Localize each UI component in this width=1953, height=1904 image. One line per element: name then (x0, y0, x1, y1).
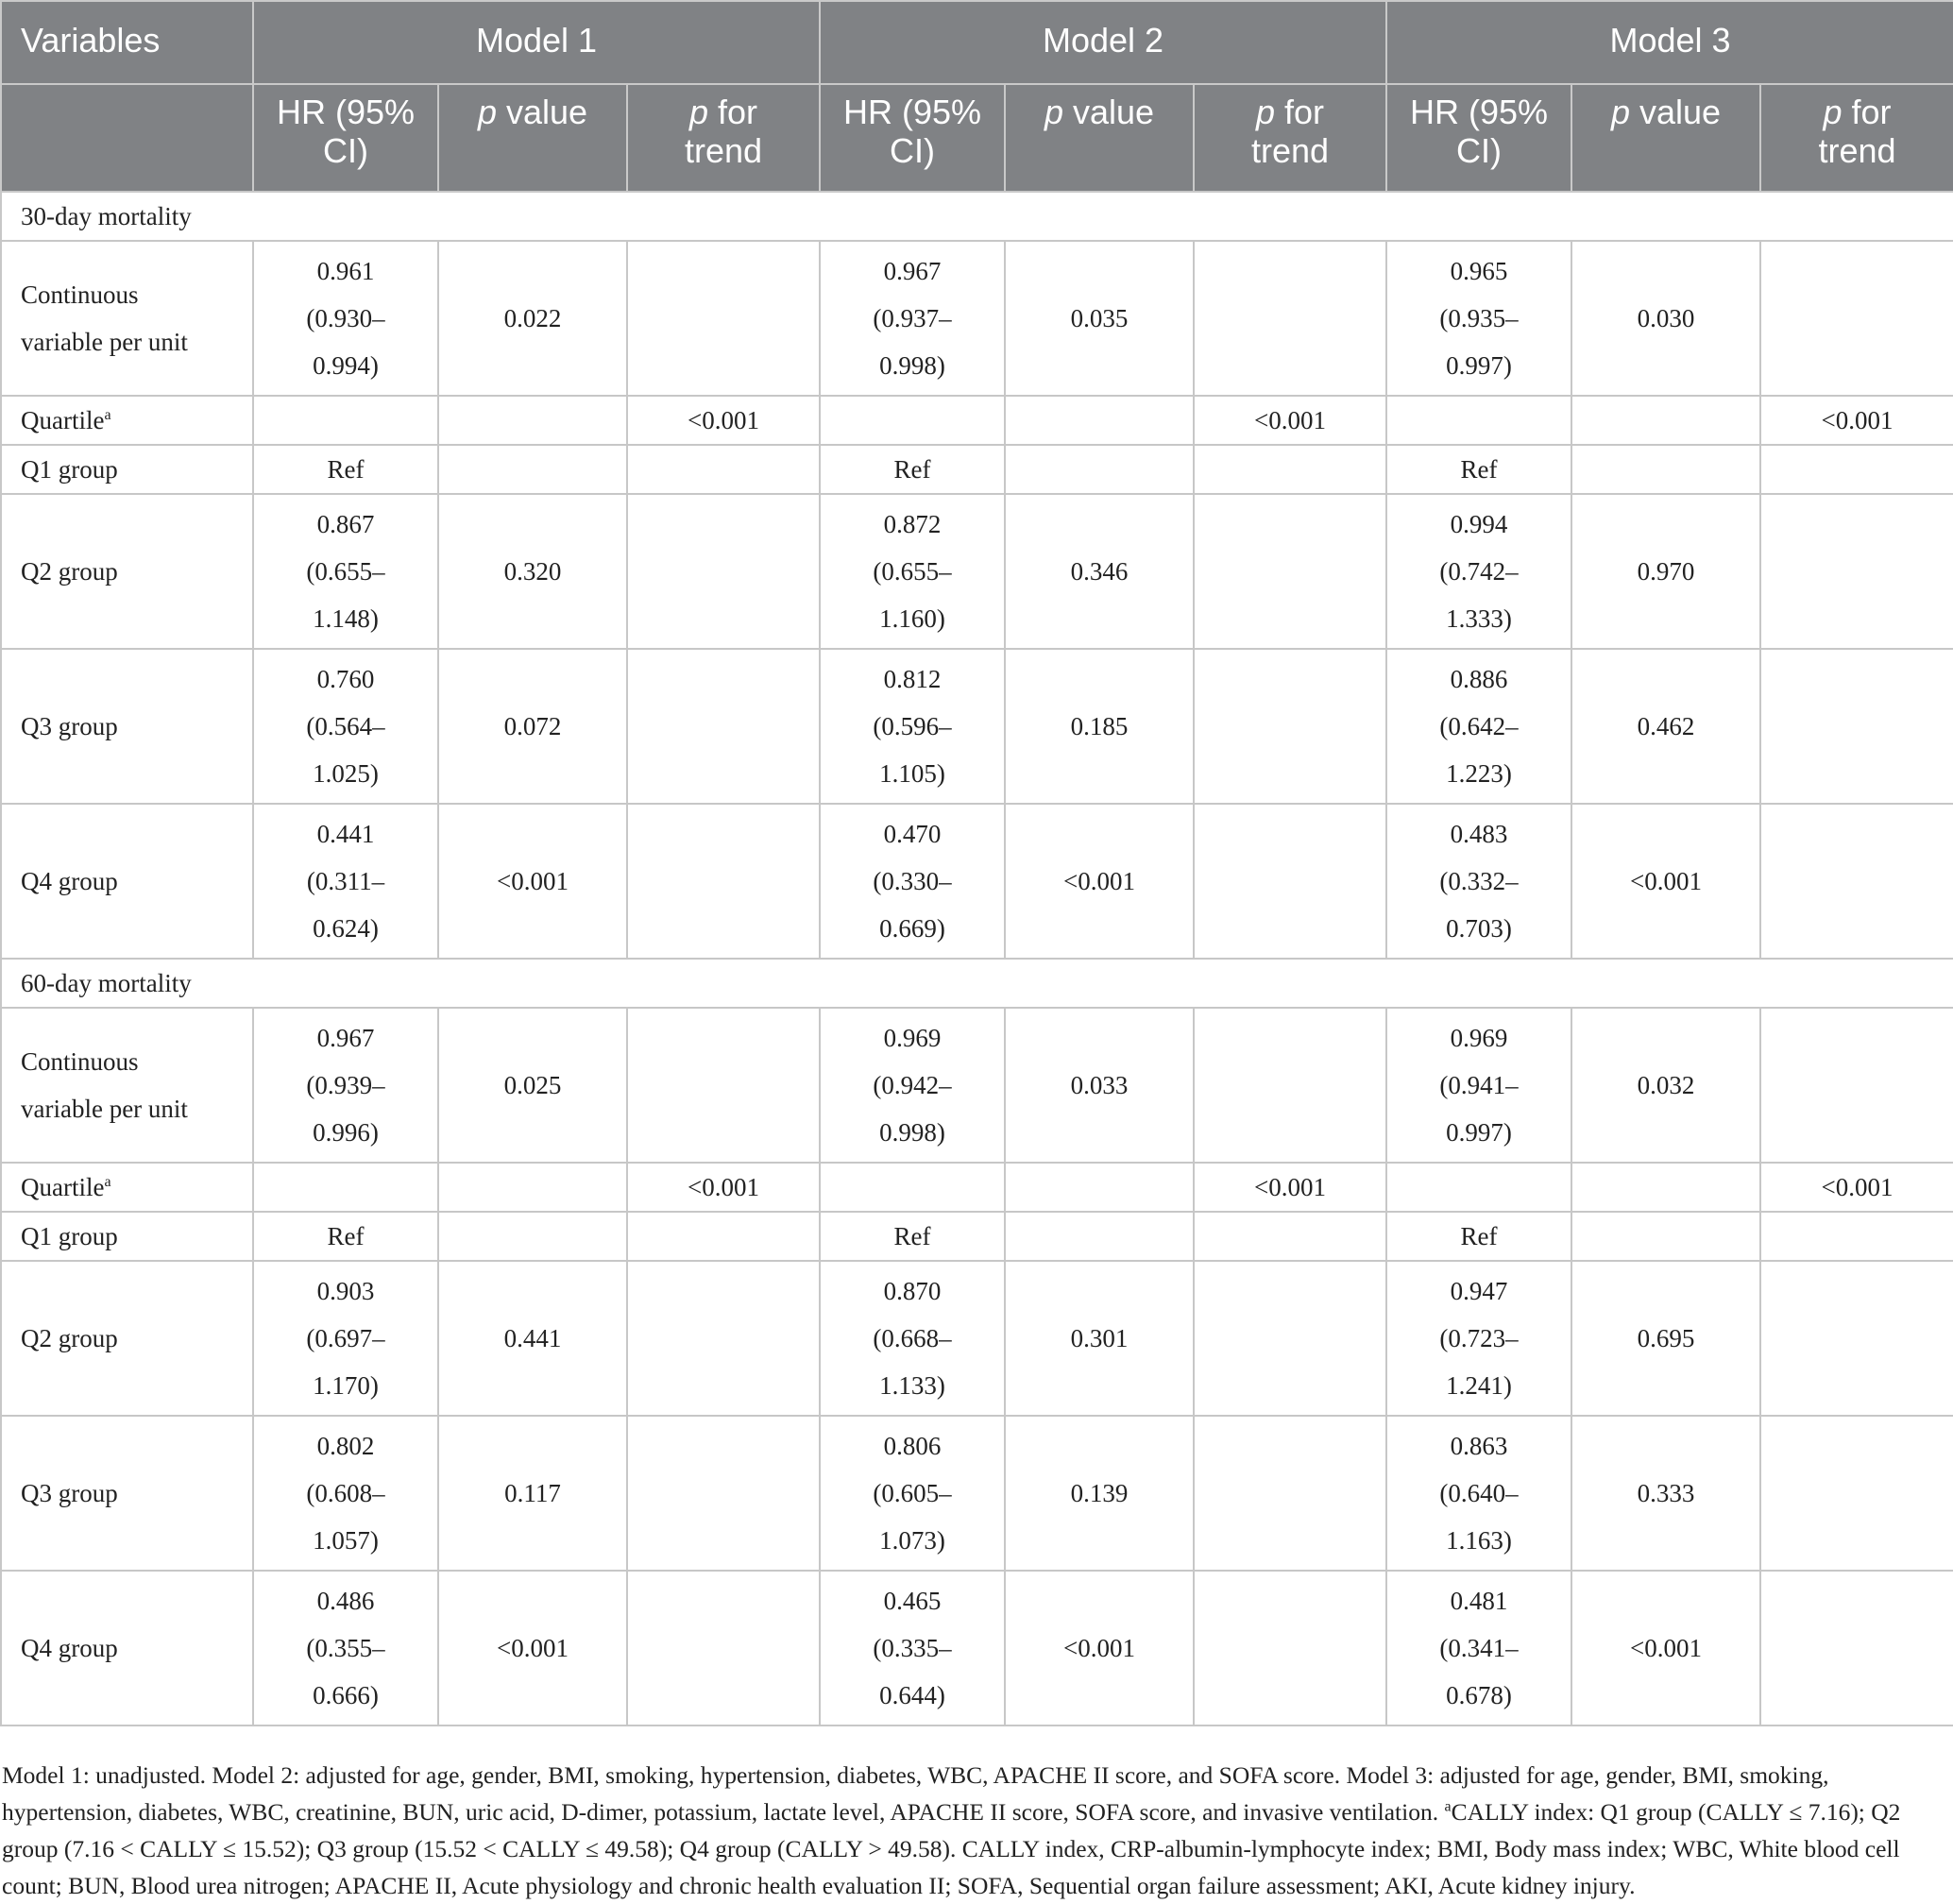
hr-ci-line: Ref (1460, 1222, 1498, 1250)
hr-ci-line: (0.941– (1439, 1071, 1519, 1099)
p-value-cell: <0.001 (438, 1571, 627, 1726)
p-trend-cell (627, 445, 820, 494)
hr-ci-line: (0.355– (306, 1634, 385, 1662)
table-row (1, 1008, 1953, 1163)
hr-ci-line: 0.969 (1450, 1024, 1508, 1052)
p-value-cell: 0.072 (438, 649, 627, 804)
hr-ci-line: (0.942– (873, 1071, 952, 1099)
p-trend-cell (1760, 445, 1953, 494)
hr-ci-cell (253, 1163, 438, 1212)
row-label-line: Q3 group (21, 1479, 118, 1507)
p-value-cell (1005, 1212, 1194, 1261)
p-trend-cell (1760, 804, 1953, 959)
hr-ci-line: 0.483 (1450, 820, 1508, 848)
p-trend-cell (627, 649, 820, 804)
hr-ci-line: 0.678) (1446, 1681, 1512, 1709)
subheader-trend-p-italic: p (1823, 93, 1843, 131)
hr-ci-cell (253, 1212, 438, 1261)
p-value-cell (1571, 1163, 1760, 1212)
p-trend-cell (1760, 649, 1953, 804)
hr-ci-line: 0.669) (879, 914, 945, 943)
hr-ci-line: (0.742– (1439, 557, 1519, 586)
row-label (1, 1261, 253, 1416)
hr-ci-line: (0.655– (873, 557, 952, 586)
hr-ci-line: (0.642– (1439, 712, 1519, 740)
row-label (1, 649, 253, 804)
p-trend-cell: <0.001 (1760, 1163, 1953, 1212)
subheader-hr-line1: HR (95% (276, 93, 416, 131)
p-value-cell: 0.032 (1571, 1008, 1760, 1163)
subheader-trend-line2: trend (1818, 131, 1896, 170)
table-row (1, 396, 1953, 445)
hr-ci-line: 0.481 (1450, 1587, 1508, 1615)
hr-ci-line: 0.965 (1450, 257, 1508, 285)
hr-ci-cell (1386, 494, 1571, 649)
hr-ci-cell (253, 1571, 438, 1726)
subheader-p-for-trend (1194, 84, 1386, 192)
p-value-cell: 0.025 (438, 1008, 627, 1163)
p-trend-cell (1194, 241, 1386, 396)
hr-ci-line: 0.961 (316, 257, 375, 285)
subheader-p-rest: value (496, 93, 588, 131)
row-label-line: Quartile (21, 1173, 105, 1201)
p-trend-cell (1760, 1571, 1953, 1726)
subheader-p-value (438, 84, 627, 192)
subheader-trend-line2: trend (684, 131, 763, 170)
p-trend-cell (627, 804, 820, 959)
p-value-cell (438, 1163, 627, 1212)
p-value-cell: 0.333 (1571, 1416, 1760, 1571)
hr-ci-line: 1.160) (879, 604, 945, 633)
hr-ci-cell (1386, 649, 1571, 804)
p-value-cell: <0.001 (1005, 1571, 1194, 1726)
p-trend-cell (1194, 804, 1386, 959)
p-value-cell: 0.139 (1005, 1416, 1194, 1571)
table-body (1, 192, 1953, 1726)
p-value-cell (438, 1212, 627, 1261)
hr-ci-line: Ref (327, 1222, 365, 1250)
hr-ci-cell (253, 1008, 438, 1163)
subheader-hr-line2: CI) (323, 131, 368, 170)
hr-ci-line: 0.994) (313, 351, 379, 380)
footnote-sup: a (1444, 1798, 1452, 1815)
hr-ci-line: 0.867 (316, 510, 375, 538)
subheader-hr-ci (1386, 84, 1571, 192)
table-row (1, 494, 1953, 649)
subheader-p-value (1571, 84, 1760, 192)
header-model-3: Model 3 (1386, 1, 1953, 84)
subheader-p-for-trend (627, 84, 820, 192)
hr-ci-line: 1.057) (313, 1526, 379, 1555)
hr-ci-line: (0.332– (1439, 867, 1519, 895)
hr-ci-line: (0.608– (306, 1479, 385, 1507)
hr-ci-cell (820, 1163, 1005, 1212)
p-value-cell (1005, 1163, 1194, 1212)
subheader-p-italic: p (1044, 93, 1063, 131)
subheader-trend-p-italic: p (1255, 93, 1275, 131)
subheader-hr-line1: HR (95% (1409, 93, 1549, 131)
p-trend-cell (1760, 241, 1953, 396)
hr-ci-line: 0.969 (883, 1024, 942, 1052)
hr-ci-line: 0.441 (316, 820, 375, 848)
table-footnote (0, 1757, 1947, 1904)
hr-ci-line: 0.886 (1450, 665, 1508, 693)
hr-ci-line: 0.470 (883, 820, 942, 848)
row-label (1, 1571, 253, 1726)
hr-ci-line: (0.937– (873, 304, 952, 332)
hr-ci-cell (820, 1212, 1005, 1261)
hr-ci-line: Ref (893, 1222, 931, 1250)
hr-ci-line: 0.802 (316, 1432, 375, 1460)
row-label-line: Quartile (21, 406, 105, 434)
p-value-cell (1571, 396, 1760, 445)
section-title: 60-day mortality (1, 959, 1953, 1008)
row-label-sup: a (104, 1174, 111, 1190)
p-trend-cell: <0.001 (627, 396, 820, 445)
p-value-cell: 0.695 (1571, 1261, 1760, 1416)
subheader-p-for-trend (1760, 84, 1953, 192)
p-trend-cell (1194, 1261, 1386, 1416)
p-value-cell: <0.001 (438, 804, 627, 959)
header-model-2: Model 2 (820, 1, 1386, 84)
hr-ci-cell (253, 241, 438, 396)
hr-ci-line: 0.947 (1450, 1277, 1508, 1305)
p-trend-cell (1194, 494, 1386, 649)
hr-ci-cell (253, 1261, 438, 1416)
hr-ci-line: (0.311– (306, 867, 385, 895)
row-label (1, 494, 253, 649)
row-label-line: variable per unit (21, 1095, 188, 1123)
p-value-cell: 0.022 (438, 241, 627, 396)
hr-ci-cell (1386, 1163, 1571, 1212)
hr-ci-cell (253, 1416, 438, 1571)
row-label-line: Q1 group (21, 1222, 118, 1250)
p-value-cell: 0.035 (1005, 241, 1194, 396)
hr-ci-line: 1.148) (313, 604, 379, 633)
p-trend-cell: <0.001 (1760, 396, 1953, 445)
row-label-sup: a (104, 407, 111, 423)
p-trend-cell (1760, 1261, 1953, 1416)
hr-ci-cell (253, 396, 438, 445)
hr-ci-cell (1386, 1008, 1571, 1163)
row-label-line: Q1 group (21, 455, 118, 484)
hr-ci-line: 0.872 (883, 510, 942, 538)
p-value-cell (1571, 445, 1760, 494)
p-value-cell: <0.001 (1571, 1571, 1760, 1726)
p-trend-cell (1760, 1212, 1953, 1261)
hr-ci-line: 0.644) (879, 1681, 945, 1709)
hr-ci-line: 1.170) (313, 1371, 379, 1400)
row-label-line: Q2 group (21, 1324, 118, 1352)
subheader-hr-line2: CI) (890, 131, 935, 170)
hr-ci-line: 1.241) (1446, 1371, 1512, 1400)
hr-ci-cell (820, 1008, 1005, 1163)
hr-ci-line: 0.703) (1446, 914, 1512, 943)
p-value-cell: 0.030 (1571, 241, 1760, 396)
subheader-hr-ci (253, 84, 438, 192)
hr-ci-cell (1386, 1261, 1571, 1416)
header-variables: Variables (1, 1, 253, 84)
subheader-trend-line1: for (708, 93, 758, 131)
p-value-cell: 0.441 (438, 1261, 627, 1416)
p-value-cell: 0.301 (1005, 1261, 1194, 1416)
hr-ci-cell (820, 1261, 1005, 1416)
table-header (1, 1, 1953, 192)
hr-ci-line: 1.073) (879, 1526, 945, 1555)
p-trend-cell (627, 241, 820, 396)
p-value-cell (1005, 445, 1194, 494)
subheader-p-italic: p (477, 93, 497, 131)
subheader-hr-line2: CI) (1456, 131, 1502, 170)
subheader-trend-line1: for (1842, 93, 1892, 131)
section-title: 30-day mortality (1, 192, 1953, 241)
hr-ci-line: (0.655– (306, 557, 385, 586)
row-label (1, 1416, 253, 1571)
p-trend-cell (1194, 649, 1386, 804)
p-value-cell: 0.462 (1571, 649, 1760, 804)
row-label-line: Continuous (21, 1047, 139, 1076)
hr-ci-line: 0.997) (1446, 1118, 1512, 1147)
section-row (1, 959, 1953, 1008)
hr-ci-cell (1386, 396, 1571, 445)
hr-ci-line: 0.465 (883, 1587, 942, 1615)
table-row (1, 1571, 1953, 1726)
p-trend-cell (627, 1416, 820, 1571)
hr-ci-line: (0.330– (873, 867, 952, 895)
hr-ci-line: Ref (327, 455, 365, 484)
p-trend-cell (627, 1008, 820, 1163)
hr-ci-line: (0.723– (1439, 1324, 1519, 1352)
hr-ci-line: (0.697– (306, 1324, 385, 1352)
p-trend-cell (1194, 1008, 1386, 1163)
hr-ci-cell (820, 445, 1005, 494)
p-trend-cell (1194, 445, 1386, 494)
table-row (1, 1261, 1953, 1416)
p-value-cell (438, 445, 627, 494)
row-label-line: Q2 group (21, 557, 118, 586)
section-row (1, 192, 1953, 241)
hr-ci-cell (820, 804, 1005, 959)
row-label (1, 804, 253, 959)
table-row (1, 649, 1953, 804)
p-value-cell (438, 396, 627, 445)
row-label (1, 1008, 253, 1163)
hr-ci-line: 0.998) (879, 1118, 945, 1147)
row-label-line: variable per unit (21, 328, 188, 356)
row-label-line: Continuous (21, 280, 139, 309)
hr-ci-line: Ref (1460, 455, 1498, 484)
hr-ci-line: 1.163) (1446, 1526, 1512, 1555)
hr-ci-cell (1386, 241, 1571, 396)
row-label (1, 241, 253, 396)
subheader-p-value (1005, 84, 1194, 192)
p-trend-cell: <0.001 (1194, 1163, 1386, 1212)
hr-ci-line: (0.596– (873, 712, 952, 740)
hr-ci-line: (0.939– (306, 1071, 385, 1099)
subheader-trend-line2: trend (1250, 131, 1330, 170)
hr-ci-line: 0.997) (1446, 351, 1512, 380)
hr-ci-line: 0.806 (883, 1432, 942, 1460)
table-row (1, 804, 1953, 959)
p-trend-cell (627, 1212, 820, 1261)
hr-ci-line: (0.930– (306, 304, 385, 332)
p-value-cell (1571, 1212, 1760, 1261)
hr-ci-line: 0.996) (313, 1118, 379, 1147)
subheader-hr-ci (820, 84, 1005, 192)
subheader-p-italic: p (1610, 93, 1630, 131)
hr-ci-cell (820, 1571, 1005, 1726)
hr-ci-line: 0.666) (313, 1681, 379, 1709)
hr-ci-line: 0.994 (1450, 510, 1508, 538)
p-trend-cell (1760, 494, 1953, 649)
hr-ci-line: 0.903 (316, 1277, 375, 1305)
row-label (1, 396, 253, 445)
hr-ci-line: 1.223) (1446, 759, 1512, 788)
row-label-line: Q3 group (21, 712, 118, 740)
hr-ci-line: 1.133) (879, 1371, 945, 1400)
hr-ci-line: (0.605– (873, 1479, 952, 1507)
footnote-main: Model 1: unadjusted. Model 2: adjusted for age, gender, BMI, smoking, hypertension, diabetes, WBC, APACHE II score, and SOFA score. Model 3: adjusted for age, gender, BMI, smoking, hypertension, diabetes, WBC, creatinine, BUN, uric acid, D-dimer, potassium, lactate level, APACHE II score, SOFA score, and invasive ventilation. (2, 1761, 1829, 1826)
table-row (1, 1416, 1953, 1571)
hr-ci-line: (0.564– (306, 712, 385, 740)
hr-ci-line: 1.105) (879, 759, 945, 788)
p-trend-cell (1194, 1571, 1386, 1726)
table-row (1, 1163, 1953, 1212)
hr-ci-line: 1.025) (313, 759, 379, 788)
p-trend-cell (627, 1261, 820, 1416)
hr-ci-line: 0.760 (316, 665, 375, 693)
hr-ci-cell (820, 494, 1005, 649)
p-value-cell: 0.346 (1005, 494, 1194, 649)
hr-ci-cell (253, 804, 438, 959)
p-trend-cell: <0.001 (1194, 396, 1386, 445)
subheader-p-rest: value (1062, 93, 1155, 131)
p-trend-cell (1194, 1212, 1386, 1261)
subheader-hr-line1: HR (95% (842, 93, 982, 131)
hr-ci-line: (0.341– (1439, 1634, 1519, 1662)
hr-ci-cell (1386, 1416, 1571, 1571)
p-value-cell: 0.033 (1005, 1008, 1194, 1163)
hr-ci-cell (253, 494, 438, 649)
p-value-cell: <0.001 (1571, 804, 1760, 959)
p-value-cell: 0.117 (438, 1416, 627, 1571)
hr-ci-line: (0.935– (1439, 304, 1519, 332)
hr-ci-cell (1386, 1571, 1571, 1726)
table-row (1, 1212, 1953, 1261)
hr-ci-line: 0.967 (883, 257, 942, 285)
p-trend-cell (627, 494, 820, 649)
footnote-rest: CALLY index: Q1 group (CALLY ≤ 7.16); Q2 group (7.16 < CALLY ≤ 15.52); Q3 group (15.52 < CALLY ≤ 49.58); Q4 group (CALLY > 49.58). CALLY index, CRP-albumin-lymphocyte index; BMI, Body mass index; WBC, White blood cell count; BUN, Blood urea nitrogen; APACHE II, Acute physiology and chronic health evaluation II; SOFA, Sequential organ failure assessment; AKI, Acute kidney injury. (2, 1798, 1901, 1899)
row-label-line: Q4 group (21, 1634, 118, 1662)
hr-ci-cell (1386, 804, 1571, 959)
row-label (1, 1212, 253, 1261)
p-trend-cell (627, 1571, 820, 1726)
hr-ci-line: (0.668– (873, 1324, 952, 1352)
header-empty (1, 84, 253, 192)
hr-ci-cell (820, 396, 1005, 445)
hr-ci-line: 0.863 (1450, 1432, 1508, 1460)
table-row (1, 445, 1953, 494)
hr-ci-line: (0.640– (1439, 1479, 1519, 1507)
hr-ci-line: (0.335– (873, 1634, 952, 1662)
row-label-line: Q4 group (21, 867, 118, 895)
row-label (1, 1163, 253, 1212)
subheader-p-rest: value (1629, 93, 1722, 131)
p-value-cell: 0.970 (1571, 494, 1760, 649)
hr-ci-line: 0.624) (313, 914, 379, 943)
p-trend-cell (1194, 1416, 1386, 1571)
hr-ci-line: 0.486 (316, 1587, 375, 1615)
table-row (1, 241, 1953, 396)
hr-ci-cell (820, 1416, 1005, 1571)
hr-ci-line: Ref (893, 455, 931, 484)
subheader-trend-line1: for (1275, 93, 1325, 131)
p-trend-cell (1760, 1416, 1953, 1571)
hr-ci-line: 0.812 (883, 665, 942, 693)
subheader-row (1, 84, 1953, 192)
hr-ci-cell (820, 241, 1005, 396)
hr-ci-cell (1386, 1212, 1571, 1261)
p-trend-cell: <0.001 (627, 1163, 820, 1212)
p-value-cell: <0.001 (1005, 804, 1194, 959)
hr-ci-line: 0.967 (316, 1024, 375, 1052)
subheader-trend-p-italic: p (688, 93, 708, 131)
hr-ci-cell (1386, 445, 1571, 494)
p-trend-cell (1760, 1008, 1953, 1163)
hr-ci-cell (820, 649, 1005, 804)
p-value-cell: 0.320 (438, 494, 627, 649)
hr-ci-cell (253, 445, 438, 494)
hr-ci-line: 0.870 (883, 1277, 942, 1305)
hr-ci-cell (253, 649, 438, 804)
header-model-1: Model 1 (253, 1, 820, 84)
hr-ci-line: 1.333) (1446, 604, 1512, 633)
hr-ci-line: 0.998) (879, 351, 945, 380)
p-value-cell (1005, 396, 1194, 445)
p-value-cell: 0.185 (1005, 649, 1194, 804)
row-label (1, 445, 253, 494)
